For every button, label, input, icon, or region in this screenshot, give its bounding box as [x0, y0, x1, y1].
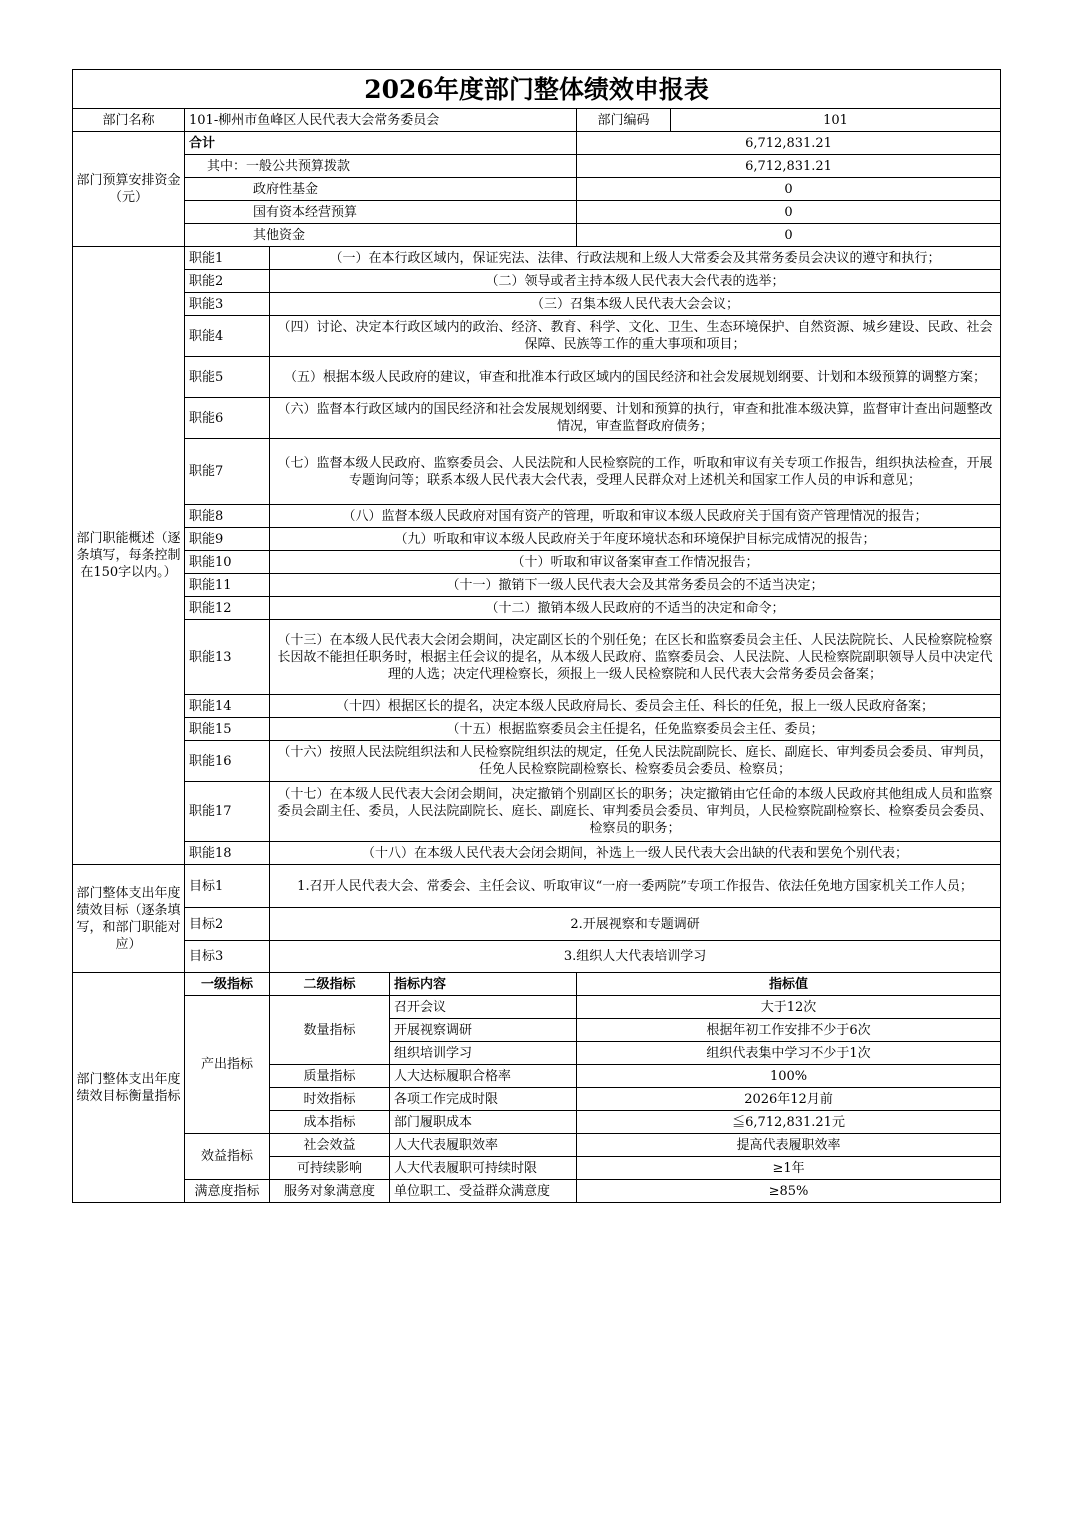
indicator-value: 大于12次 [577, 996, 1001, 1019]
page-title: 2026年度部门整体绩效申报表 [73, 70, 1001, 109]
budget-row-name: 其中：一般公共预算拨款 [185, 155, 577, 178]
indicators-section-label: 部门整体支出年度绩效目标衡量指标 [73, 973, 185, 1203]
indicator-header: 二级指标 [270, 973, 390, 996]
indicator-header: 指标值 [577, 973, 1001, 996]
function-name: 职能7 [185, 439, 270, 505]
indicator-content: 组织培训学习 [390, 1042, 577, 1065]
dept-name-value: 101-柳州市鱼峰区人民代表大会常务委员会 [185, 109, 577, 132]
indicator-level2: 社会效益 [270, 1134, 390, 1157]
budget-section-label: 部门预算安排资金（元） [73, 132, 185, 247]
indicator-value: 2026年12月前 [577, 1088, 1001, 1111]
function-name: 职能4 [185, 316, 270, 357]
function-text: （九）听取和审议本级人民政府关于年度环境状态和环境保护目标完成情况的报告； [270, 528, 1001, 551]
function-name: 职能12 [185, 597, 270, 620]
function-name: 职能6 [185, 398, 270, 439]
function-text: （十二）撤销本级人民政府的不适当的决定和命令； [270, 597, 1001, 620]
budget-row-value: 6,712,831.21 [577, 132, 1001, 155]
function-text: （二）领导或者主持本级人民代表大会代表的选举； [270, 270, 1001, 293]
function-name: 职能10 [185, 551, 270, 574]
indicator-level1: 效益指标 [185, 1134, 270, 1180]
functions-section-label: 部门职能概述（逐条填写，每条控制在150字以内。） [73, 247, 185, 865]
function-text: （五）根据本级人民政府的建议，审查和批准本行政区域内的国民经济和社会发展规划纲要、计划和本级预算的调整方案； [270, 357, 1001, 398]
goal-text: 2.开展视察和专题调研 [270, 908, 1001, 941]
function-name: 职能3 [185, 293, 270, 316]
function-text: （十）听取和审议备案审查工作情况报告； [270, 551, 1001, 574]
function-name: 职能2 [185, 270, 270, 293]
budget-row-value: 0 [577, 201, 1001, 224]
goal-text: 1.召开人民代表大会、常委会、主任会议、听取审议“一府一委两院”专项工作报告、依法任免地方国家机关工作人员； [270, 865, 1001, 908]
function-name: 职能9 [185, 528, 270, 551]
indicator-value: 提高代表履职效率 [577, 1134, 1001, 1157]
budget-row-name: 其他资金 [185, 224, 577, 247]
dept-name-label: 部门名称 [73, 109, 185, 132]
indicator-value: 组织代表集中学习不少于1次 [577, 1042, 1001, 1065]
budget-row-name: 合计 [185, 132, 577, 155]
indicator-value: 根据年初工作安排不少于6次 [577, 1019, 1001, 1042]
indicator-content: 各项工作完成时限 [390, 1088, 577, 1111]
indicator-value: ≥85% [577, 1180, 1001, 1203]
indicator-value: 100% [577, 1065, 1001, 1088]
indicator-content: 开展视察调研 [390, 1019, 577, 1042]
performance-form-table [72, 69, 1001, 1203]
indicator-header: 一级指标 [185, 973, 270, 996]
function-text: （七）监督本级人民政府、监察委员会、人民法院和人民检察院的工作，听取和审议有关专项工作报告，组织执法检查，开展专题询问等；联系本级人民代表大会代表，受理人民群众对上述机关和国家工作人员的申诉和意见； [270, 439, 1001, 505]
function-name: 职能8 [185, 505, 270, 528]
indicator-value: ≥1年 [577, 1157, 1001, 1180]
function-text: （一）在本行政区域内，保证宪法、法律、行政法规和上级人大常委会及其常务委员会决议的遵守和执行； [270, 247, 1001, 270]
function-text: （三）召集本级人民代表大会会议； [270, 293, 1001, 316]
function-name: 职能14 [185, 695, 270, 718]
dept-code-label: 部门编码 [577, 109, 671, 132]
goal-name: 目标1 [185, 865, 270, 908]
budget-row-value: 6,712,831.21 [577, 155, 1001, 178]
function-name: 职能17 [185, 782, 270, 842]
indicator-header: 指标内容 [390, 973, 577, 996]
indicator-content: 人大达标履职合格率 [390, 1065, 577, 1088]
function-name: 职能18 [185, 842, 270, 865]
indicator-content: 人大代表履职可持续时限 [390, 1157, 577, 1180]
indicator-level2: 质量指标 [270, 1065, 390, 1088]
goal-name: 目标3 [185, 941, 270, 973]
indicator-content: 部门履职成本 [390, 1111, 577, 1134]
goal-text: 3.组织人大代表培训学习 [270, 941, 1001, 973]
function-name: 职能16 [185, 741, 270, 782]
indicator-content: 人大代表履职效率 [390, 1134, 577, 1157]
function-name: 职能1 [185, 247, 270, 270]
indicator-value: ≦6,712,831.21元 [577, 1111, 1001, 1134]
indicator-content: 召开会议 [390, 996, 577, 1019]
indicator-level2: 数量指标 [270, 996, 390, 1065]
indicator-level1: 产出指标 [185, 996, 270, 1134]
indicator-level1: 满意度指标 [185, 1180, 270, 1203]
budget-row-name: 国有资本经营预算 [185, 201, 577, 224]
dept-code-value: 101 [671, 109, 1001, 132]
indicator-content: 单位职工、受益群众满意度 [390, 1180, 577, 1203]
goal-name: 目标2 [185, 908, 270, 941]
function-text: （十五）根据监察委员会主任提名，任免监察委员会主任、委员； [270, 718, 1001, 741]
indicator-level2: 可持续影响 [270, 1157, 390, 1180]
goals-section-label: 部门整体支出年度绩效目标（逐条填写，和部门职能对应） [73, 865, 185, 973]
budget-row-name: 政府性基金 [185, 178, 577, 201]
budget-row-value: 0 [577, 178, 1001, 201]
function-text: （四）讨论、决定本行政区域内的政治、经济、教育、科学、文化、卫生、生态环境保护、自然资源、城乡建设、民政、社会保障、民族等工作的重大事项和项目； [270, 316, 1001, 357]
function-text: （十三）在本级人民代表大会闭会期间，决定副区长的个别任免；在区长和监察委员会主任、人民法院院长、人民检察院检察长因故不能担任职务时，根据主任会议的提名，从本级人民政府、监察委员会、人民法院、人民检察院副职领导人员中决定代理的人选；决定代理检察长，须报上一级人民检察院和人民代表大会常务委员会备案； [270, 620, 1001, 695]
budget-row-value: 0 [577, 224, 1001, 247]
indicator-level2: 成本指标 [270, 1111, 390, 1134]
function-name: 职能13 [185, 620, 270, 695]
function-text: （十八）在本级人民代表大会闭会期间，补选上一级人民代表大会出缺的代表和罢免个别代表； [270, 842, 1001, 865]
function-text: （十四）根据区长的提名，决定本级人民政府局长、委员会主任、科长的任免，报上一级人民政府备案； [270, 695, 1001, 718]
function-text: （六）监督本行政区域内的国民经济和社会发展规划纲要、计划和预算的执行，审查和批准本级决算，监督审计查出问题整改情况，审查监督政府债务； [270, 398, 1001, 439]
function-name: 职能11 [185, 574, 270, 597]
indicator-level2: 服务对象满意度 [270, 1180, 390, 1203]
indicator-level2: 时效指标 [270, 1088, 390, 1111]
function-name: 职能5 [185, 357, 270, 398]
function-text: （十一）撤销下一级人民代表大会及其常务委员会的不适当决定； [270, 574, 1001, 597]
function-text: （十六）按照人民法院组织法和人民检察院组织法的规定，任免人民法院副院长、庭长、副庭长、审判委员会委员、审判员，任免人民检察院副检察长、检察委员会委员、检察员； [270, 741, 1001, 782]
function-text: （十七）在本级人民代表大会闭会期间，决定撤销个别副区长的职务；决定撤销由它任命的本级人民政府其他组成人员和监察委员会副主任、委员，人民法院副院长、庭长、副庭长、审判委员会委员、审判员，人民检察院副检察长、检察委员会委员、检察员的职务； [270, 782, 1001, 842]
function-name: 职能15 [185, 718, 270, 741]
function-text: （八）监督本级人民政府对国有资产的管理，听取和审议本级人民政府关于国有资产管理情况的报告； [270, 505, 1001, 528]
